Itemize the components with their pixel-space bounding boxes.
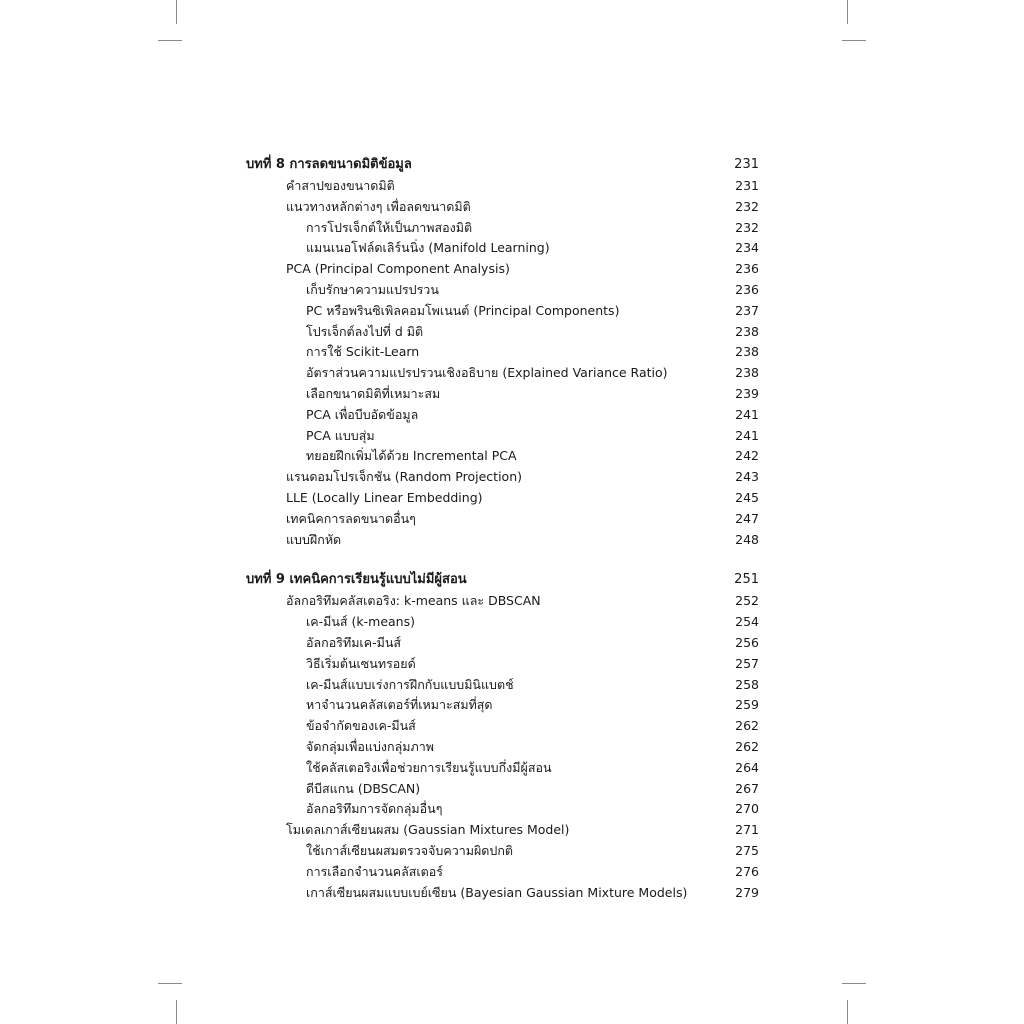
entry-text: แบบฝึกหัด [286,531,342,547]
page-number: 279 [735,884,759,900]
toc-entry [0,779,1024,800]
crop-mark-bottom-right-horizontal [842,983,866,984]
toc-entry [0,862,1024,883]
entry-text: ดีบีสแกน (DBSCAN) [306,780,421,796]
entry-text: อัตราส่วนความแปรปรวนเชิงอธิบาย (Explained Variance Ratio) [306,365,668,381]
page-number: 256 [735,634,759,650]
entry-text: แมนเนอโฟล์ดเลิร์นนิ่ง (Manifold Learning) [306,240,550,256]
chapter-title: บทที่ 9 เทคนิคการเรียนรู้แบบไม่มีผู้สอน [246,572,467,588]
page-number: 234 [735,240,759,256]
entry-text: วิธีเริ่มต้นเซนทรอยด์ [306,655,416,671]
entry-text: ใช้เกาส์เซียนผสมตรวจจับความผิดปกติ [306,842,514,858]
entry-text: แนวทางหลักต่างๆ เพื่อลดขนาดมิติ [286,198,471,214]
toc-entry [0,675,1024,696]
toc-entry [0,342,1024,363]
crop-mark-top-right-horizontal [842,40,866,41]
toc-entry [0,322,1024,343]
page-number: 237 [735,302,759,318]
page-number: 243 [735,469,759,485]
entry-text: เกาส์เซียนผสมแบบเบย์เซียน (Bayesian Gaussian Mixture Models) [306,884,688,900]
entry-text: ทยอยฝึกเพิ่มได้ด้วย Incremental PCA [306,448,517,464]
toc-entry [0,488,1024,509]
entry-text: เค-มีนส์แบบเร่งการฝึกกับแบบมินิแบตช์ [306,676,514,692]
entry-text: เค-มีนส์ (k-means) [306,614,415,630]
entry-text: หาจำนวนคลัสเตอร์ที่เหมาะสมที่สุด [306,697,493,713]
toc-entry [0,259,1024,280]
page-number: 262 [735,718,759,734]
page-number: 241 [735,406,759,422]
toc-entry [0,218,1024,239]
toc-entry [0,176,1024,197]
entry-text: อัลกอริทึมการจัดกลุ่มอื่นๆ [306,801,443,817]
toc-entry [0,301,1024,322]
entry-text: PCA เพื่อบีบอัดข้อมูล [306,406,419,422]
page-number: 236 [735,281,759,297]
toc-entry [0,820,1024,841]
page-number: 258 [735,676,759,692]
toc-entry [0,758,1024,779]
entry-text: จัดกลุ่มเพื่อแบ่งกลุ่มภาพ [306,738,434,754]
entry-text: ข้อจำกัดของเค-มีนส์ [306,718,416,734]
entry-text: อัลกอริทึมคลัสเตอริง: k-means และ DBSCAN [286,593,541,609]
entry-text: ใช้คลัสเตอริงเพื่อช่วยการเรียนรู้แบบกึ่งมีผู้สอน [306,759,552,775]
chapter-spacer [0,550,1024,570]
toc-entry [0,633,1024,654]
toc-entry [0,841,1024,862]
entry-text: PCA แบบสุ่ม [306,427,375,443]
page-number: 236 [735,261,759,277]
crop-mark-top-left-vertical [176,0,177,24]
crop-mark-top-right-vertical [847,0,848,24]
page-number: 276 [735,863,759,879]
entry-text: การโปรเจ็กต์ให้เป็นภาพสองมิติ [306,219,473,235]
entry-text: โปรเจ็กต์ลงไปที่ d มิติ [306,323,424,339]
entry-text: เก็บรักษาความแปรปรวน [306,281,439,297]
crop-mark-bottom-left-vertical [176,1000,177,1024]
toc-entry [0,509,1024,530]
toc-entry [0,384,1024,405]
page-number: 238 [735,323,759,339]
table-of-contents [0,155,1024,903]
toc-entry [0,467,1024,488]
toc-entry [0,695,1024,716]
entry-text: PC หรือพรินซิเพิลคอมโพเนนต์ (Principal Components) [306,302,620,318]
toc-entry [0,737,1024,758]
toc-entry [0,446,1024,467]
entry-text: แรนดอมโปรเจ็กชัน (Random Projection) [286,469,522,485]
toc-entry [0,716,1024,737]
page-number: 232 [735,198,759,214]
entry-text: การเลือกจำนวนคลัสเตอร์ [306,863,444,879]
page-number: 242 [735,448,759,464]
crop-mark-bottom-right-vertical [847,1000,848,1024]
page-number: 264 [735,759,759,775]
chapter-title: บทที่ 8 การลดขนาดมิติข้อมูล [246,157,412,172]
page-number: 267 [735,780,759,796]
entry-text: คำสาปของขนาดมิติ [286,178,395,193]
entry-text: อัลกอริทึมเค-มีนส์ [306,634,401,650]
page-number: 254 [735,614,759,630]
entry-text: เทคนิคการลดขนาดอื่นๆ [286,510,416,526]
page-number: 270 [735,801,759,817]
page-number: 252 [735,593,759,609]
toc-entry [0,591,1024,612]
toc-entry [0,197,1024,218]
toc-entry [0,280,1024,301]
page-number: 259 [735,697,759,713]
entry-text: โมเดลเกาส์เซียนผสม (Gaussian Mixtures Model) [286,822,570,838]
page-number: 248 [735,531,759,547]
chapter-heading [0,155,1024,176]
toc-entry [0,530,1024,551]
toc-entry [0,405,1024,426]
page-number: 238 [735,365,759,381]
page-number: 245 [735,489,759,505]
toc-entry [0,612,1024,633]
page-number: 238 [735,344,759,360]
page-number: 247 [735,510,759,526]
page-number: 232 [735,219,759,235]
page-number: 262 [735,738,759,754]
page-number: 239 [735,385,759,401]
crop-mark-bottom-left-horizontal [158,983,182,984]
toc-entry [0,238,1024,259]
page-number: 275 [735,842,759,858]
page-number: 257 [735,655,759,671]
page-number: 231 [734,157,759,172]
toc-entry [0,363,1024,384]
page-number: 241 [735,427,759,443]
page-number: 271 [735,822,759,838]
entry-text: เลือกขนาดมิติที่เหมาะสม [306,385,441,401]
toc-entry [0,883,1024,904]
page-number: 231 [735,178,759,193]
crop-mark-top-left-horizontal [158,40,182,41]
toc-entry [0,654,1024,675]
chapter-heading [0,570,1024,591]
toc-entry [0,799,1024,820]
entry-text: LLE (Locally Linear Embedding) [286,489,483,505]
entry-text: PCA (Principal Component Analysis) [286,261,510,277]
entry-text: การใช้ Scikit-Learn [306,344,420,360]
page-number: 251 [734,572,759,588]
toc-entry [0,426,1024,447]
